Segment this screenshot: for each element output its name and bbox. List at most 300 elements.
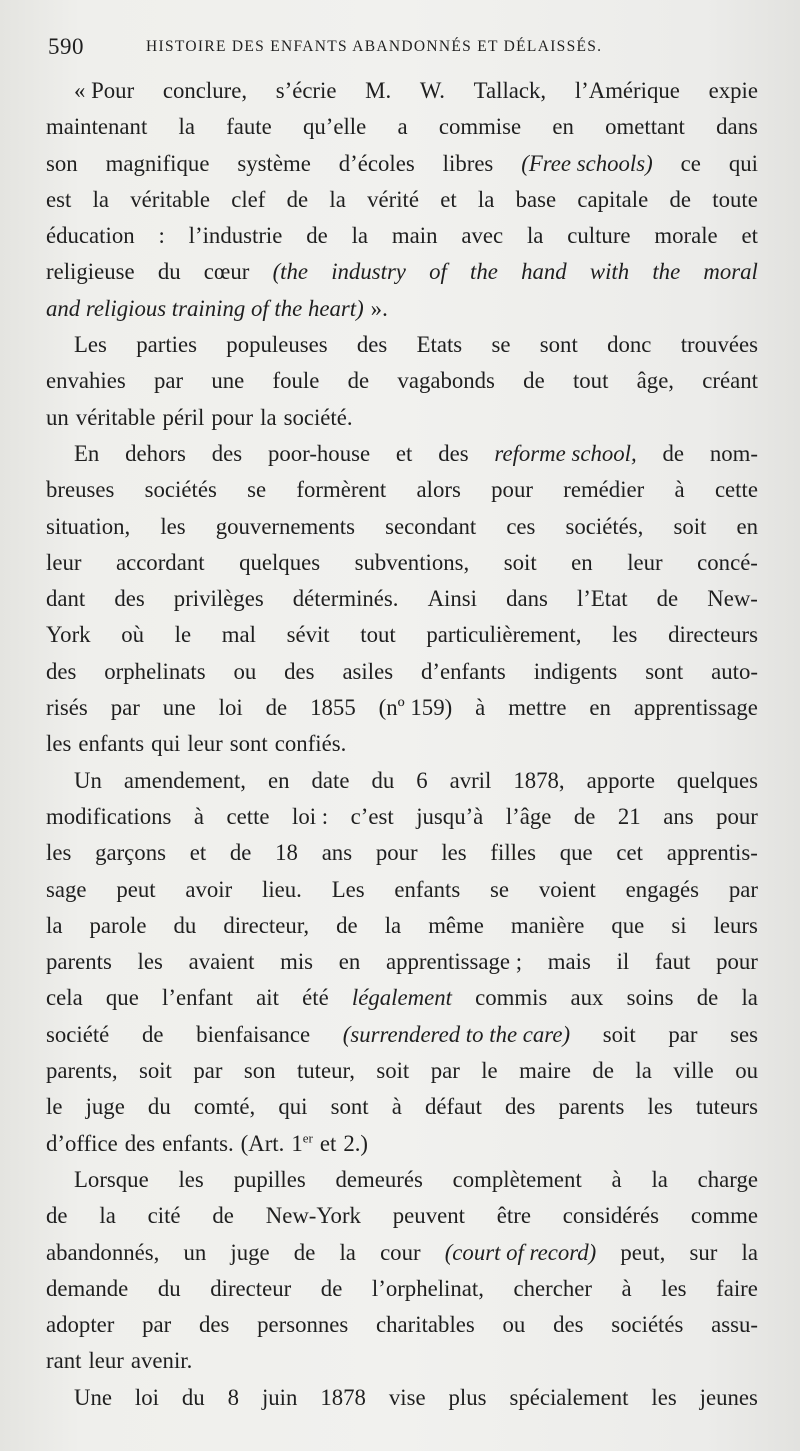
word: de (696, 985, 719, 1011)
word: en (552, 114, 574, 140)
word: leur (46, 549, 82, 575)
word: un (183, 1239, 207, 1265)
word: où (121, 622, 145, 648)
word: ce (680, 150, 701, 176)
word: parties (136, 332, 197, 358)
word: the (652, 259, 681, 285)
word: avenir. (130, 1348, 193, 1374)
word: des (438, 440, 469, 466)
word: envahies (46, 368, 126, 394)
word: mais (547, 949, 591, 975)
word: du (371, 767, 395, 793)
word: soit (673, 513, 707, 539)
word: leur (88, 1348, 124, 1374)
word: de (347, 368, 370, 394)
word: et (319, 1130, 337, 1156)
word: indigents (533, 658, 618, 684)
word: demande (46, 1275, 129, 1301)
word: parents (46, 949, 112, 975)
word: personnes (257, 1312, 349, 1338)
word: En (74, 440, 100, 466)
word: de (306, 223, 328, 249)
word: la (384, 912, 402, 938)
word: Etats (416, 332, 463, 358)
word: dant (46, 586, 86, 612)
word: « Pour (74, 78, 135, 103)
word: de (212, 1203, 234, 1229)
text-line (46, 654, 758, 690)
word: la (329, 186, 346, 212)
word: juin (261, 1384, 298, 1410)
word: des (124, 1130, 156, 1156)
word: faire (716, 1275, 758, 1301)
word: vérité (367, 186, 419, 212)
word: formèrent (296, 477, 387, 503)
word: loi : (292, 803, 329, 829)
superscript: er (302, 1130, 313, 1146)
word: nom- (709, 440, 758, 466)
word: concé- (697, 549, 758, 575)
word: libres (442, 150, 494, 176)
word: cela (46, 985, 83, 1011)
word: garçons (95, 840, 166, 866)
word: de (656, 586, 679, 612)
word: demeurés (335, 1166, 423, 1192)
word: York (46, 622, 91, 648)
word: 1er (291, 1130, 313, 1156)
text-line (46, 617, 758, 653)
word: les (612, 622, 638, 648)
word: jusqu’à (416, 803, 484, 829)
word: l’enfant (162, 985, 233, 1011)
word: Un (74, 767, 102, 793)
word: pupilles (233, 1166, 306, 1192)
word: ait (256, 985, 279, 1011)
word: ville (673, 1058, 714, 1084)
word: directeurs (668, 622, 758, 648)
word: véritable (130, 186, 210, 212)
text-line (46, 1307, 758, 1343)
word: par (728, 876, 758, 902)
text-line (46, 1053, 758, 1089)
word: société (46, 1021, 110, 1047)
text-line (46, 799, 758, 835)
word: sociétés (144, 477, 217, 503)
word: clef (231, 186, 266, 212)
word: péril (162, 404, 205, 430)
word: Tallack, (473, 78, 547, 103)
word: vagabonds (397, 368, 495, 394)
word: Ainsi (427, 586, 477, 612)
word: la (741, 985, 758, 1011)
word: pour (211, 404, 254, 430)
word: omettant (605, 114, 685, 140)
word: faute (226, 114, 272, 140)
word: faut (654, 949, 691, 975)
word: 1878, (513, 767, 565, 793)
word: (the (272, 259, 309, 285)
word: soit (138, 1058, 172, 1084)
word: main (391, 223, 438, 249)
word: Lorsque (74, 1166, 149, 1192)
word: confiés. (274, 731, 347, 757)
word: quelques (676, 767, 758, 793)
word: 1855 (310, 695, 356, 721)
text-line (46, 400, 758, 436)
word: alors (416, 477, 461, 503)
word: ses (730, 1021, 758, 1047)
word: et (741, 223, 758, 249)
word: éducation (46, 223, 135, 249)
word: se (491, 332, 511, 358)
text-line (46, 509, 758, 545)
italic-phrase: and religious training of the heart) (46, 295, 364, 321)
word: bienfaisance (196, 1021, 311, 1047)
word: avec (461, 223, 504, 249)
word: engagés (625, 876, 700, 902)
word: foule (272, 368, 320, 394)
word: ou (735, 1058, 758, 1084)
word: la (260, 404, 277, 430)
word: si (671, 912, 687, 938)
word: d’écoles (338, 150, 415, 176)
word: soit (602, 1021, 636, 1047)
word: de (46, 1203, 68, 1229)
word: soins (626, 985, 674, 1011)
text-line (46, 1380, 758, 1416)
text-line (46, 1271, 758, 1307)
word: la (635, 1058, 652, 1084)
word: son (46, 150, 78, 176)
word: trouvées (680, 332, 758, 358)
text-line (46, 436, 758, 472)
text-line (46, 1235, 758, 1271)
word: a (397, 114, 408, 140)
word: une (162, 695, 196, 721)
word: with (589, 259, 630, 285)
word: cette (226, 803, 270, 829)
word: juge (85, 1094, 125, 1120)
word: peuvent (392, 1203, 465, 1229)
word: de (320, 1275, 343, 1301)
word: et (395, 440, 413, 466)
word: être (496, 1203, 531, 1229)
word: capitale (577, 186, 649, 212)
word: asiles (342, 658, 394, 684)
word: dans (716, 114, 758, 140)
word: de (669, 186, 691, 212)
italic-phrase: (court of record) (444, 1239, 597, 1265)
word: 6 (416, 767, 428, 793)
word: l’âge (505, 803, 552, 829)
word: à (621, 1275, 632, 1301)
word: tout (360, 622, 396, 648)
word: 2.) (343, 1130, 369, 1156)
word: populeuses (226, 332, 328, 358)
word: donc (607, 332, 652, 358)
word: des (505, 1094, 536, 1120)
word: maire (519, 1058, 571, 1084)
word: les (178, 1166, 204, 1192)
word: tuteurs (695, 1094, 758, 1120)
word: poor-house (267, 440, 371, 466)
word: auto- (711, 658, 758, 684)
word: lieu. (262, 876, 302, 902)
word: cet (616, 840, 643, 866)
word: l’industrie (188, 223, 283, 249)
word: the (470, 259, 498, 285)
word: de (336, 912, 358, 938)
word: 8 (227, 1384, 240, 1410)
page-number: 590 (48, 34, 84, 59)
word: charge (697, 1166, 758, 1192)
word: avoir (185, 876, 233, 902)
word: le (481, 1058, 498, 1084)
word: (nº 159) (378, 695, 453, 721)
word: des (46, 658, 77, 684)
word: du (157, 259, 181, 285)
word: comme (690, 1203, 758, 1229)
word: des (114, 586, 145, 612)
word: M. (365, 78, 392, 103)
word: il (616, 949, 630, 975)
word: qui (728, 150, 758, 176)
word: gouvernements (215, 513, 355, 539)
word: l’Amérique (574, 78, 680, 103)
word: parole (89, 912, 147, 938)
word: religieuse (46, 259, 135, 285)
text-line (46, 254, 758, 290)
word: de (229, 840, 252, 866)
word: par (668, 1021, 698, 1047)
word: déterminés. (292, 586, 399, 612)
word: pour (716, 803, 758, 829)
text-line (46, 182, 758, 218)
word: d’office (46, 1130, 118, 1156)
word: date (311, 767, 350, 793)
word: manière (510, 912, 585, 938)
word: le (174, 622, 192, 648)
word: jeunes (699, 1384, 758, 1410)
word: voient (538, 876, 596, 902)
word: pour (716, 949, 758, 975)
text-line (46, 545, 758, 581)
word: en (571, 549, 593, 575)
word: apprentissage ; (385, 949, 523, 975)
word: industry (331, 259, 406, 285)
word: des (211, 440, 243, 466)
word: la (339, 1239, 356, 1265)
word: qui (278, 1094, 308, 1120)
word: apprentissage (633, 695, 758, 721)
word: les (441, 840, 467, 866)
word: à (193, 803, 204, 829)
word: mal (221, 622, 256, 648)
word: d’enfants (420, 658, 506, 684)
word: c’est (350, 803, 394, 829)
word: créant (702, 368, 758, 394)
word: de (141, 1021, 164, 1047)
word: les (137, 949, 163, 975)
word: la (46, 912, 63, 938)
word: tout (572, 368, 609, 394)
word: plus (448, 1384, 487, 1410)
word: W. (419, 78, 445, 103)
text-line (46, 944, 758, 980)
word: mettre (508, 695, 567, 721)
word: par (193, 1058, 223, 1084)
word: conclure, (162, 78, 248, 103)
word: les (661, 1275, 687, 1301)
word: la (351, 223, 369, 249)
word: son (243, 1058, 276, 1084)
word: se (247, 477, 267, 503)
text-line (46, 146, 758, 182)
word: de (523, 368, 545, 394)
word: la (178, 114, 195, 140)
word: par (154, 368, 184, 394)
word: apporte (586, 767, 655, 793)
word: enfants (394, 876, 461, 902)
word: l’Etat (576, 586, 628, 612)
word: adopter (46, 1312, 115, 1338)
word: cette (714, 477, 758, 503)
word: de (592, 1058, 614, 1084)
word: l’orphelinat, (371, 1275, 484, 1301)
word: New-York (265, 1203, 361, 1229)
word: par (142, 1312, 172, 1338)
text-line (46, 73, 758, 109)
word: ». (370, 295, 388, 321)
running-title: HISTOIRE DES ENFANTS ABANDONNÉS ET DÉLAISSÉS. (146, 38, 603, 55)
word: ces (506, 513, 536, 539)
word: des (553, 1312, 584, 1338)
word: se (490, 876, 510, 902)
word: en (338, 949, 361, 975)
word: ans (321, 840, 353, 866)
word: avril (449, 767, 492, 793)
word: même (428, 912, 484, 938)
word: 21 (617, 803, 641, 829)
word: en (589, 695, 611, 721)
body-text (46, 73, 758, 1416)
page-header (48, 30, 758, 62)
word: âge, (636, 368, 675, 394)
word: société. (283, 404, 353, 430)
word: amendement, (123, 767, 247, 793)
word: abandonnés, (46, 1239, 160, 1265)
word: : (158, 223, 165, 249)
word: dans (506, 586, 548, 612)
italic-phrase: reforme school, (494, 440, 637, 466)
text-line (46, 109, 758, 145)
word: enfants (78, 731, 145, 757)
word: les (160, 513, 186, 539)
word: secondant (385, 513, 477, 539)
word: sévit (286, 622, 330, 648)
text-line (46, 763, 758, 799)
word: remédier (563, 477, 645, 503)
word: ou (502, 1312, 526, 1338)
word: s’écrie (275, 78, 337, 103)
word: 1878 (320, 1384, 366, 1410)
word: pour (491, 477, 533, 503)
word: à (391, 1094, 402, 1120)
word: Les (74, 332, 107, 358)
word: la (741, 1239, 758, 1265)
word: commis (475, 985, 548, 1011)
word: par (110, 695, 140, 721)
word: des (284, 658, 315, 684)
text-line (46, 1017, 758, 1053)
text-line (46, 872, 758, 908)
word: breuses (46, 477, 115, 503)
word: tuteur, (296, 1058, 355, 1084)
word: sociétés (611, 1312, 684, 1338)
word: loi (134, 1384, 159, 1410)
italic-phrase: légalement (351, 985, 452, 1011)
word: leur (187, 731, 223, 757)
word: ans (663, 803, 694, 829)
word: et (440, 186, 457, 212)
word: parents (558, 1094, 625, 1120)
word: défaut (424, 1094, 482, 1120)
word: accordant (115, 549, 205, 575)
word: système (237, 150, 311, 176)
word: soit (376, 1058, 410, 1084)
word: peut, (620, 1239, 666, 1265)
word: toute (712, 186, 758, 212)
word: comté, (193, 1094, 256, 1120)
word: Les (331, 876, 365, 902)
word: du (181, 1384, 205, 1410)
text-line (46, 327, 758, 363)
word: les (647, 1094, 673, 1120)
word: et (189, 840, 207, 866)
word: apprentis- (666, 840, 758, 866)
word: un (46, 404, 69, 430)
word: of (429, 259, 447, 285)
word: est (46, 186, 72, 212)
word: cour (380, 1239, 421, 1265)
word: juge (230, 1239, 270, 1265)
word: New- (707, 586, 758, 612)
word: Une (74, 1384, 112, 1410)
word: 18 (275, 840, 298, 866)
word: peut (116, 876, 156, 902)
word: moral (703, 259, 758, 285)
word: particulièrement, (426, 622, 582, 648)
word: sage (46, 876, 87, 902)
word: les (651, 1384, 677, 1410)
word: commise (438, 114, 522, 140)
word: magnifique (105, 150, 210, 176)
word: enfants. (162, 1130, 234, 1156)
word: qu’elle (302, 114, 367, 140)
word: charitables (376, 1312, 475, 1338)
text-line (46, 291, 758, 327)
word: la (92, 186, 110, 212)
word: chercher (513, 1275, 592, 1301)
text-line (46, 363, 758, 399)
word: en (736, 513, 758, 539)
word: du (173, 912, 197, 938)
word: qui (151, 731, 181, 757)
word: dehors (125, 440, 186, 466)
word: été (302, 985, 329, 1011)
word: de (662, 440, 685, 466)
text-line (46, 690, 758, 726)
